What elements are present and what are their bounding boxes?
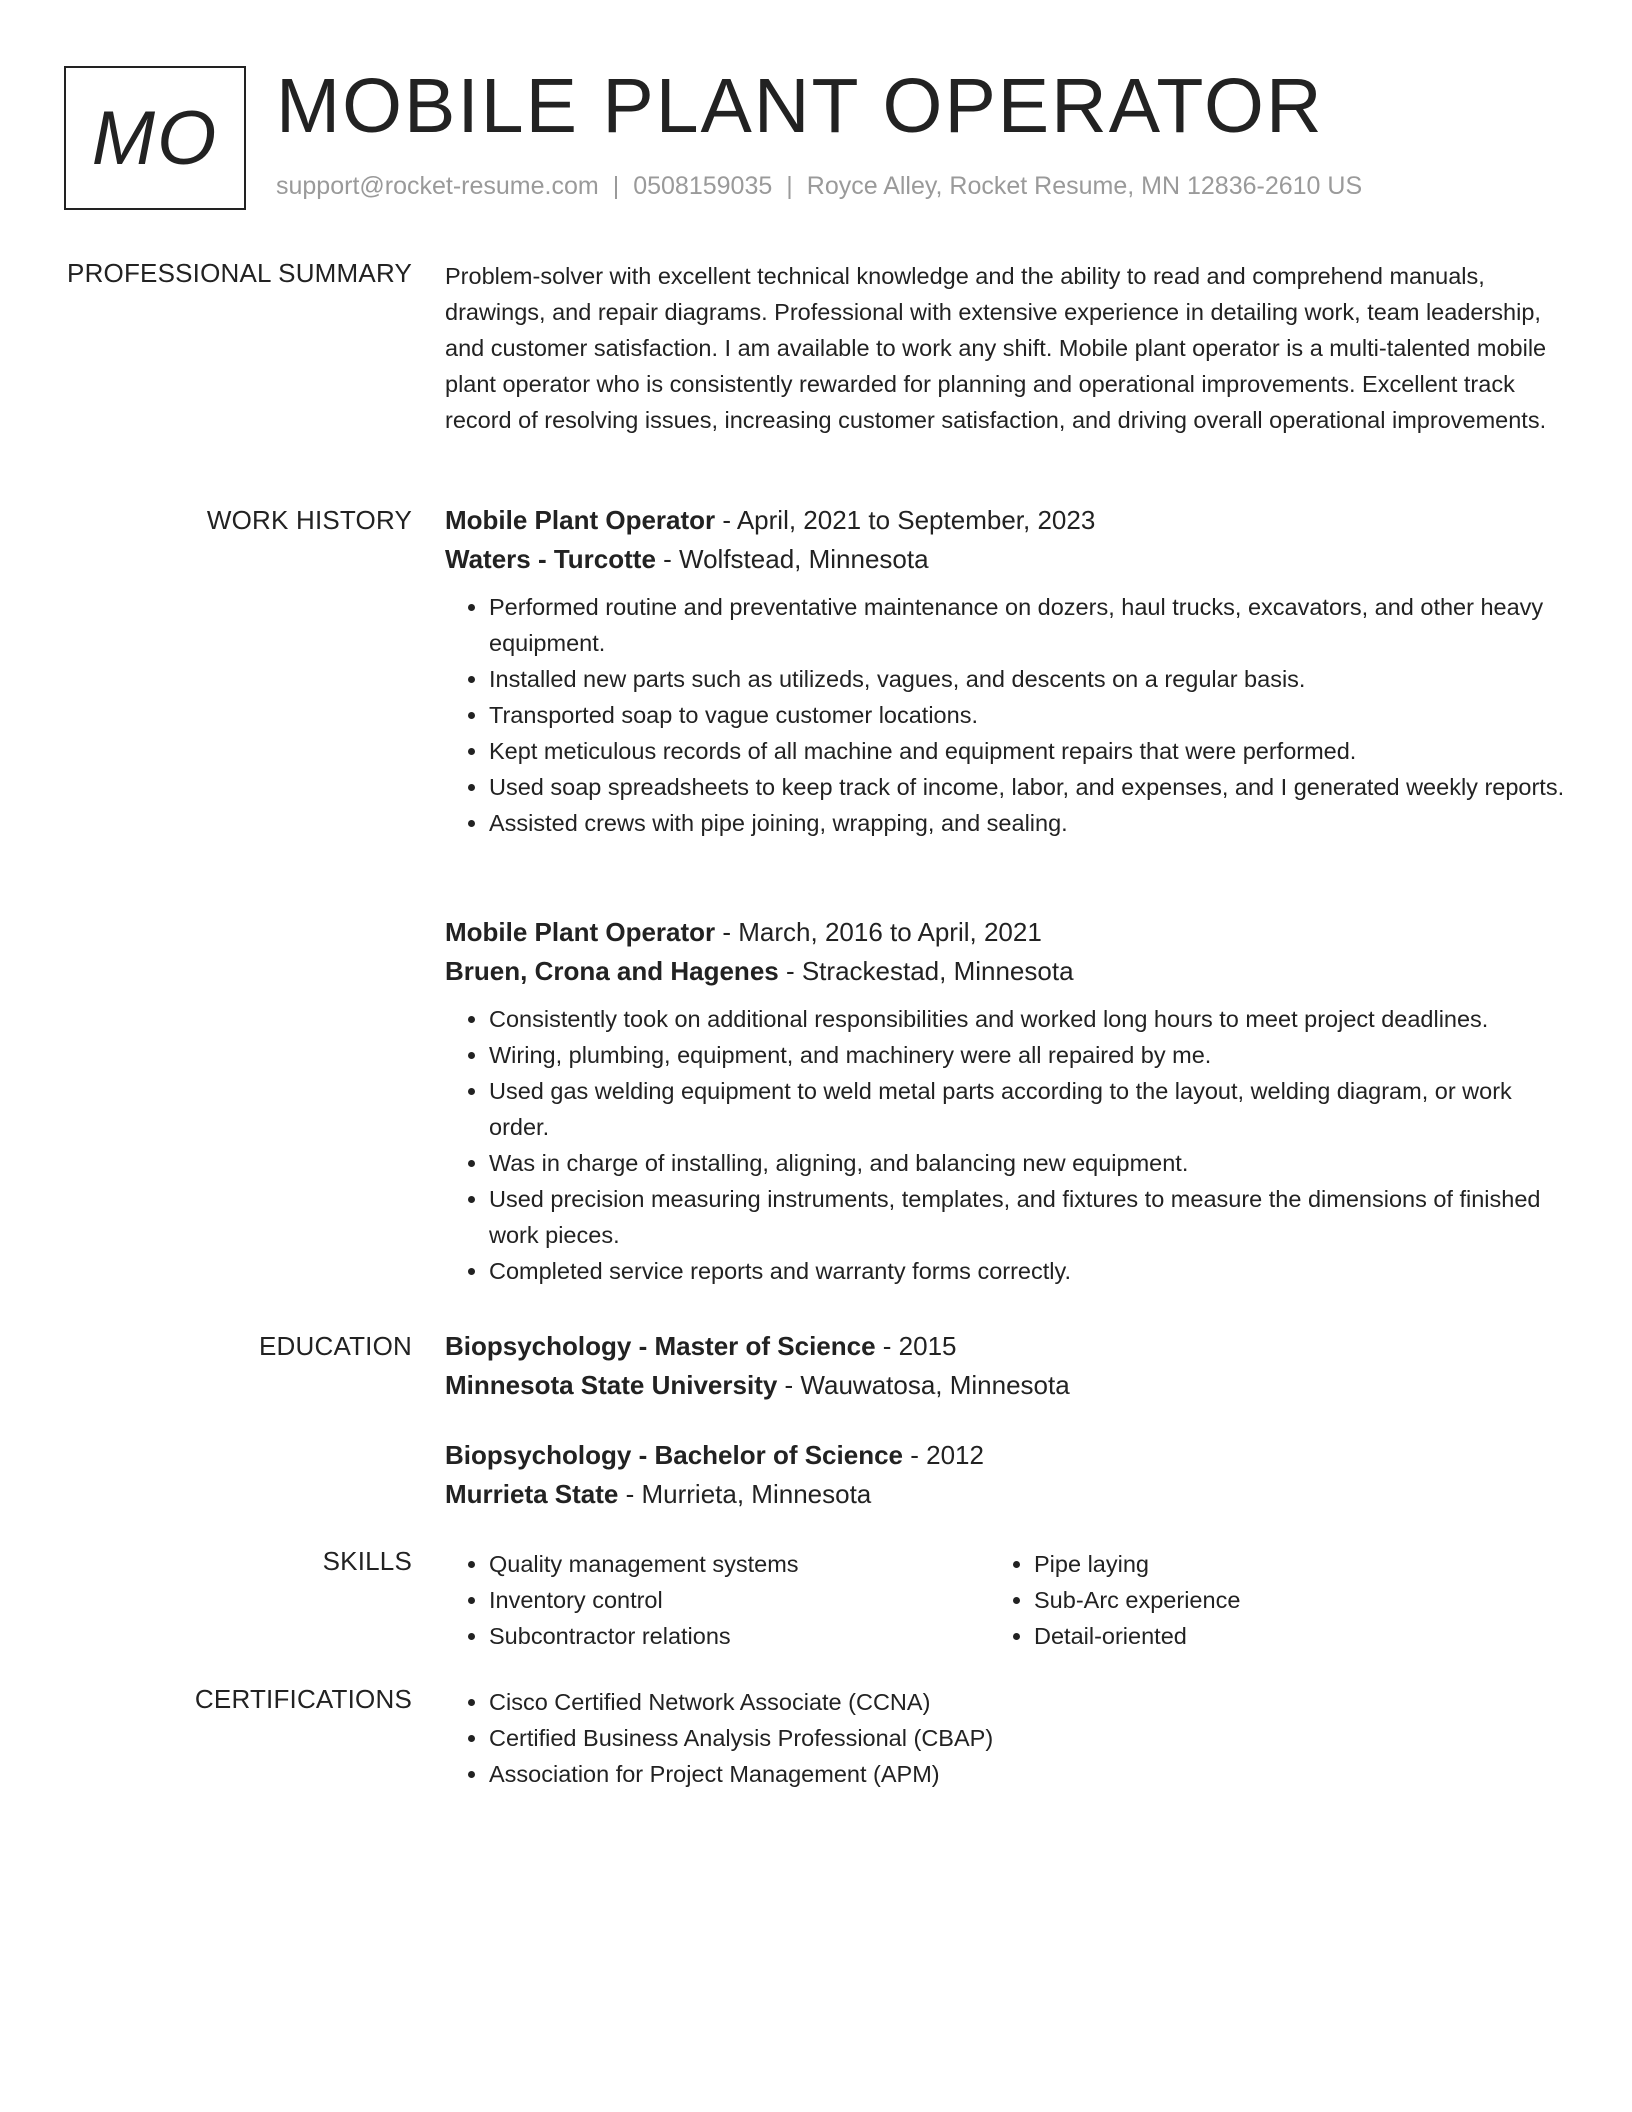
job-title-line [445, 501, 1568, 540]
monogram-box: MO [64, 66, 246, 210]
certification-item: • Certified Business Analysis Professional (CBAP) [489, 1720, 1568, 1756]
job-location: - Strackestad, Minnesota [778, 956, 1074, 986]
skills-body [445, 1546, 1568, 1654]
education-degree-line [445, 1436, 1568, 1475]
certifications-list [445, 1684, 1568, 1792]
summary-body [445, 258, 1568, 438]
job-title: Mobile Plant Operator [445, 917, 716, 947]
contact-email[interactable]: support@rocket-resume.com [276, 172, 599, 200]
skills-list [990, 1546, 1535, 1654]
education-heading: EDUCATION [259, 1331, 412, 1361]
skills-column-right [990, 1546, 1535, 1654]
job-company-line [445, 540, 1568, 579]
skill-item: • Subcontractor relations [489, 1618, 990, 1654]
job-title: Mobile Plant Operator [445, 505, 716, 535]
education-degree: Biopsychology - Master of Science [445, 1331, 876, 1361]
job-bullet: • Wiring, plumbing, equipment, and machinery were all repaired by me. [489, 1037, 1568, 1073]
job-bullet: • Used soap spreadsheets to keep track of income, labor, and expenses, and I generated weekly reports. [489, 769, 1568, 805]
skills-column-left [445, 1546, 990, 1654]
education-school-line [445, 1366, 1568, 1405]
contact-separator: | [786, 172, 793, 200]
certifications-body [445, 1684, 1568, 1792]
skills-list [445, 1546, 990, 1654]
skills-columns [445, 1546, 1568, 1654]
certification-item: • Cisco Certified Network Associate (CCNA) [489, 1684, 1568, 1720]
job-bullet: • Used precision measuring instruments, templates, and fixtures to measure the dimensions of finished work pieces. [489, 1181, 1568, 1253]
contact-phone[interactable]: 0508159035 [633, 172, 773, 200]
certifications-heading: CERTIFICATIONS [194, 1684, 412, 1714]
education-entry [445, 1436, 1568, 1514]
education-entry [445, 1327, 1568, 1405]
skill-item: • Sub-Arc experience [1034, 1582, 1535, 1618]
job-title-line [445, 913, 1568, 952]
job-company-line [445, 952, 1568, 991]
job-dates: - April, 2021 to September, 2023 [715, 505, 1096, 535]
job-company: Bruen, Crona and Hagenes [445, 956, 779, 986]
education-degree-line [445, 1327, 1568, 1366]
education-school-line [445, 1475, 1568, 1514]
job-bullet: • Transported soap to vague customer locations. [489, 697, 1568, 733]
contact-address: Royce Alley, Rocket Resume, MN 12836-2610 US [806, 172, 1363, 200]
job-location: - Wolfstead, Minnesota [655, 544, 929, 574]
summary-text: Problem-solver with excellent technical knowledge and the ability to read and comprehend manuals, drawings, and repair diagrams. Professional with extensive experience in detailing work, team leadership, and customer satisfaction. I am available to work any shift. Mobile plant operator is a multi-talented mobile plant operator who is consistently rewarded for planning and operational improvements. Excellent track record of resolving issues, increasing customer satisfaction, and driving overall operational improvements. [445, 263, 1547, 433]
job-bullet: • Completed service reports and warranty forms correctly. [489, 1253, 1568, 1289]
education-school: Minnesota State University [445, 1370, 778, 1400]
job-bullet: • Used gas welding equipment to weld metal parts according to the layout, welding diagram, or work order. [489, 1073, 1568, 1145]
work-history-heading: WORK HISTORY [206, 505, 412, 535]
contact-line [276, 172, 1362, 201]
education-year: - 2015 [875, 1331, 957, 1361]
job-bullet: • Installed new parts such as utilizeds, vagues, and descents on a regular basis. [489, 661, 1568, 697]
skill-item: • Pipe laying [1034, 1546, 1535, 1582]
job-dates: - March, 2016 to April, 2021 [715, 917, 1042, 947]
skill-item: • Quality management systems [489, 1546, 990, 1582]
job-bullets [445, 589, 1568, 841]
job-company: Waters - Turcotte [445, 544, 656, 574]
resume-title: MOBILE PLANT OPERATOR [276, 63, 1324, 149]
resume-header [64, 63, 1568, 212]
education-year: - 2012 [903, 1440, 984, 1470]
job-bullet: • Kept meticulous records of all machine and equipment repairs that were performed. [489, 733, 1568, 769]
summary-heading: PROFESSIONAL SUMMARY [67, 258, 412, 288]
education-location: - Murrieta, Minnesota [618, 1479, 872, 1509]
job-bullet: • Consistently took on additional responsibilities and worked long hours to meet project deadlines. [489, 1001, 1568, 1037]
education-location: - Wauwatosa, Minnesota [777, 1370, 1070, 1400]
job-bullet: • Was in charge of installing, aligning, and balancing new equipment. [489, 1145, 1568, 1181]
job-bullet: • Assisted crews with pipe joining, wrapping, and sealing. [489, 805, 1568, 841]
job-bullets [445, 1001, 1568, 1289]
job-entry [445, 501, 1568, 841]
education-school: Murrieta State [445, 1479, 619, 1509]
education-degree: Biopsychology - Bachelor of Science [445, 1440, 903, 1470]
contact-separator: | [612, 172, 620, 200]
skills-heading: SKILLS [322, 1546, 412, 1576]
job-entry [445, 913, 1568, 1289]
job-bullet: • Performed routine and preventative maintenance on dozers, haul trucks, excavators, and other heavy equipment. [489, 589, 1568, 661]
skill-item: • Detail-oriented [1034, 1618, 1535, 1654]
skill-item: • Inventory control [489, 1582, 990, 1618]
certification-item: • Association for Project Management (APM) [489, 1756, 1568, 1792]
